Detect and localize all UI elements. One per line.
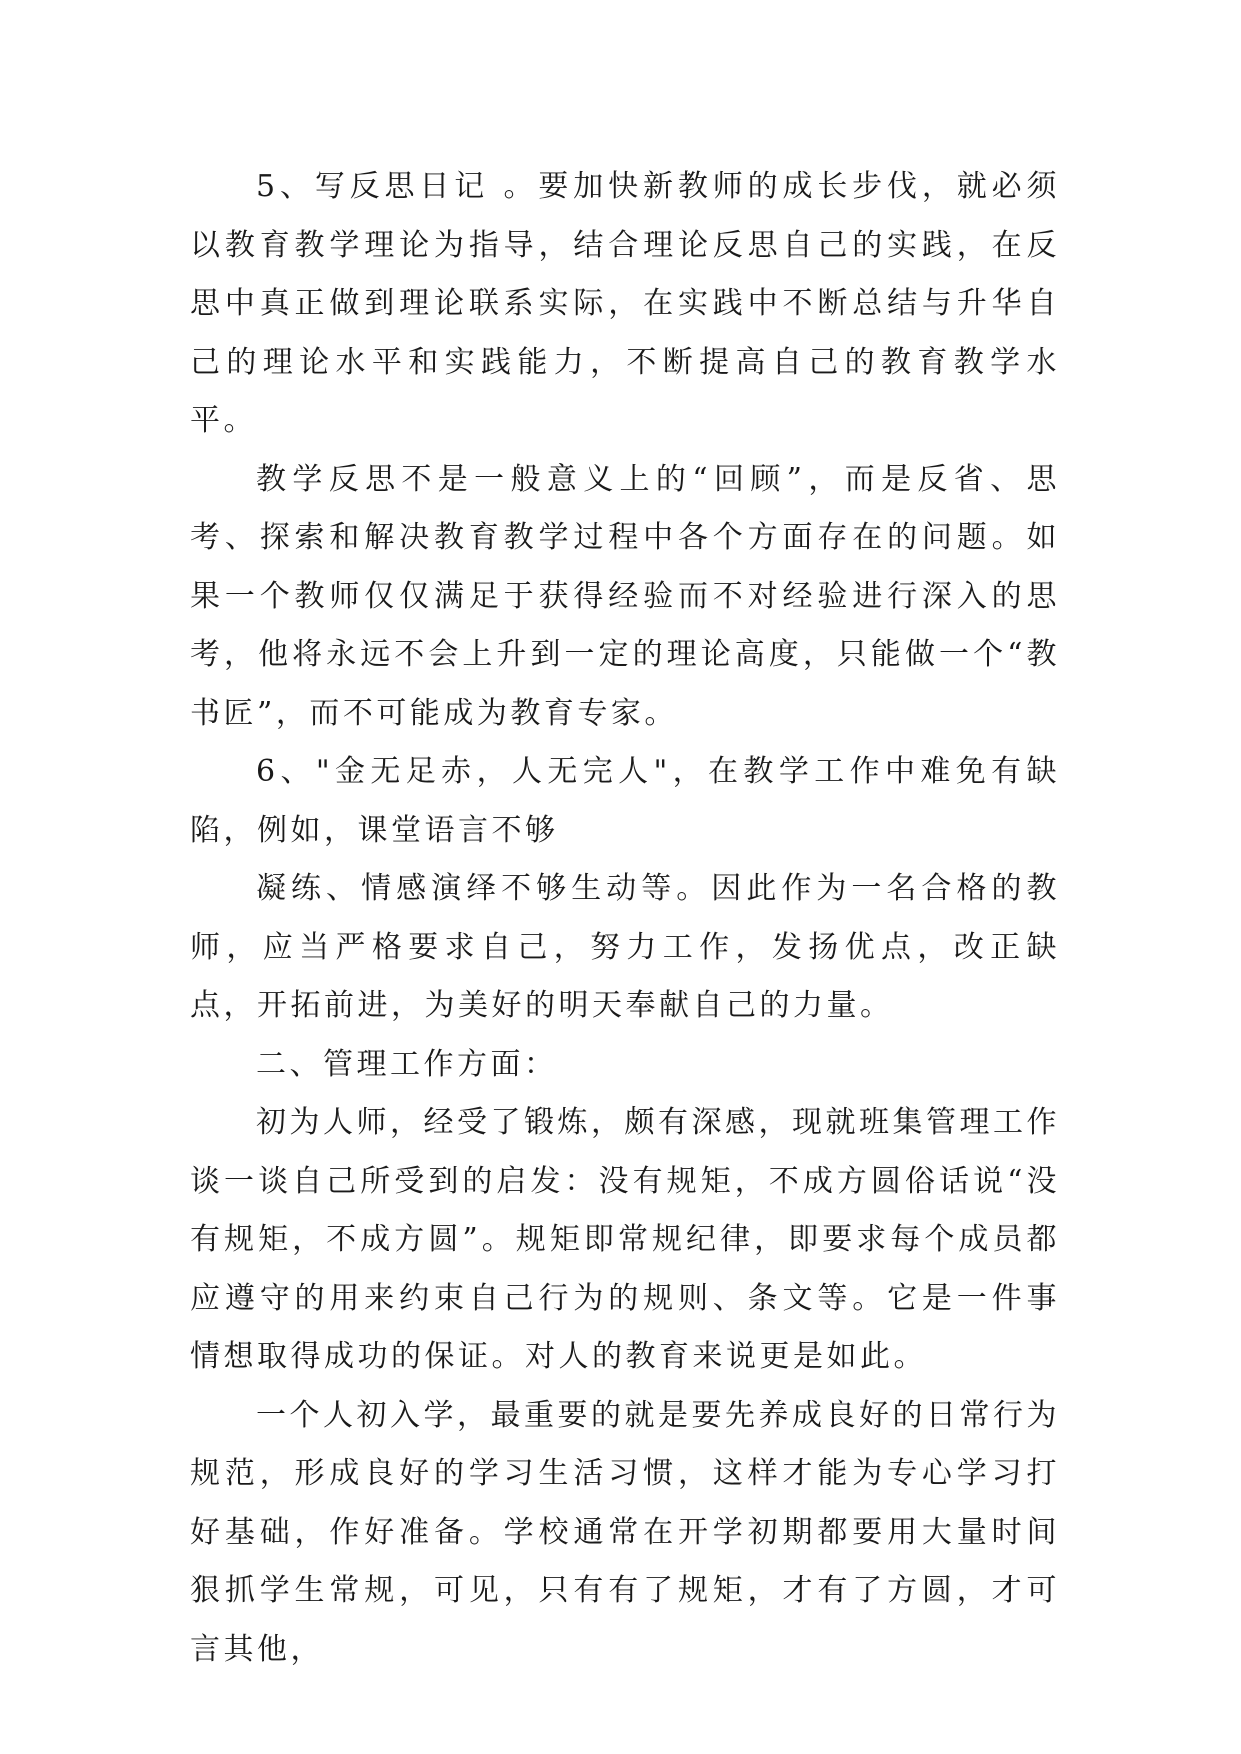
paragraph-student-habits: 一个人初入学，最重要的就是要先养成良好的日常行为规范，形成良好的学习生活习惯，这样才能为专心学习打好基础，作好准备。学校通常在开学初期都要用大量时间狠抓学生常规，可见，只有有了规矩，才有了方圆，才可言其他， [190,1397,1060,1667]
paragraph-imperfection: 6、"金无足赤，人无完人"，在教学工作中难免有缺陷，例如，课堂语言不够 [190,754,1060,848]
paragraph-reflection-diary: 5、写反思日记 。要加快新教师的成长步伐，就必须以教育教学理论为指导，结合理论反思自己的实践，在反思中真正做到理论联系实际，在实践中不断总结与升华自己的理论水平和实践能力，不断提高自己的教育教学水平。 [190,169,1060,438]
paragraph-teaching-reflection: 教学反思不是一般意义上的“回顾”，而是反省、思考、探索和解决教育教学过程中各个方面存在的问题。如果一个教师仅仅满足于获得经验而不对经验进行深入的思考，他将永远不会上升到一定的理论高度，只能做一个“教书匠”，而不可能成为教育专家。 [190,461,1060,731]
document-body [190,158,1060,1679]
paragraph-improvement: 凝练、情感演绎不够生动等。因此作为一名合格的教师，应当严格要求自己，努力工作，发扬优点，改正缺点，开拓前进，为美好的明天奉献自己的力量。 [190,871,1060,1023]
paragraph-class-management: 初为人师，经受了锻炼，颇有深感，现就班集管理工作谈一谈自己所受到的启发：没有规矩，不成方圆俗话说“没有规矩，不成方圆”。规矩即常规纪律，即要求每个成员都应遵守的用来约束自己行为的规则、条文等。它是一件事情想取得成功的保证。对人的教育来说更是如此。 [190,1105,1060,1374]
section-heading-management: 二、管理工作方面： [256,1046,558,1082]
